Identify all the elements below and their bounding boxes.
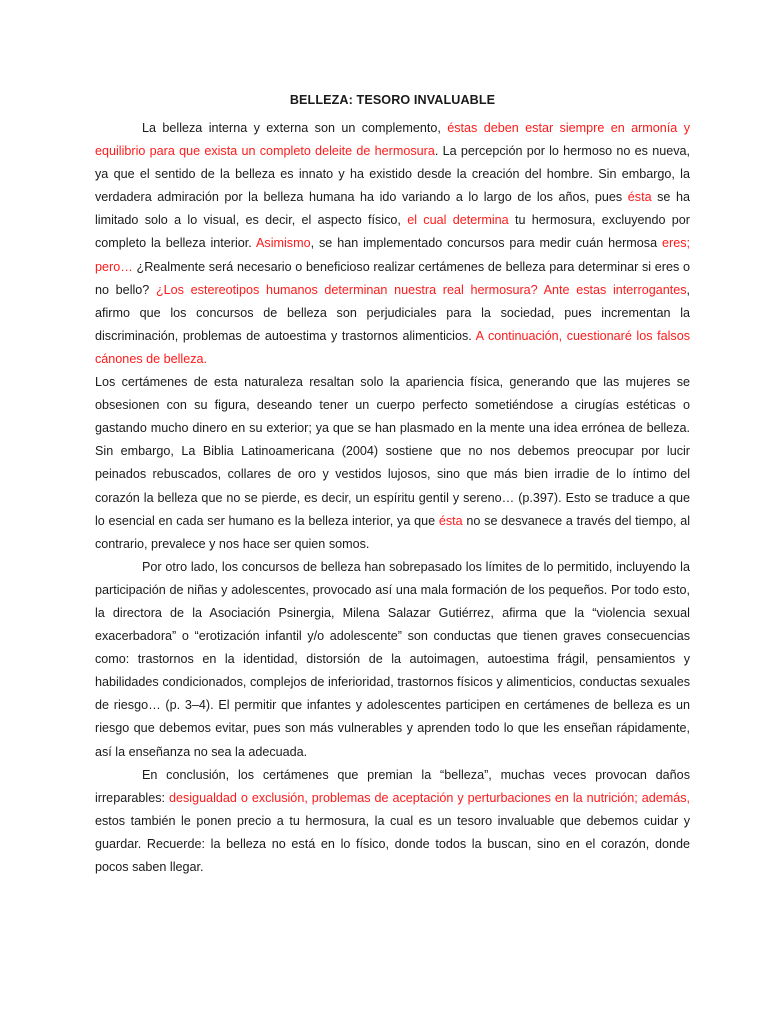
highlighted-text: ¿Los estereotipos humanos determinan nuestra real hermosura? Ante estas interrogantes bbox=[155, 282, 687, 297]
text-segment: , afirmo que los concursos de belleza son perjudiciales para la sociedad, pues incrementan la discriminación, problemas de autoestima y trastornos alimenticios. bbox=[95, 282, 691, 343]
text-segment: se ha limitado solo a lo visual, es decir, el aspecto físico, bbox=[95, 190, 690, 228]
paragraph-conclusion bbox=[95, 764, 690, 879]
text-segment: Por otro lado, los concursos de belleza han sobrepasado los límites de lo permitido, incluyendo la participación de niñas y adolescentes, provocado así una mala formación de los pequeños. Por todo esto, la directora de la Asociación Psinergia, Milena Salazar Gutiérrez, afirma que la “violencia sexual exacerbadora” o “erotización infantil y/o adolescente” son conductas que tienen graves consecuencias como: trastornos en la identidad, distorsión de la autoimagen, autoestima frágil, pensamientos y habilidades condicionados, complejos de inferioridad, trastornos físicos y alimenticios, conductas sexuales de riesgo… (p. 3–4). El permitir que infantes y adolescentes participen en certámenes de belleza es un riesgo que debemos evitar, pues son más vulnerables y aprenden todo lo que les enseñan rápidamente, así la enseñanza no sea la adecuada. bbox=[95, 559, 690, 759]
highlighted-text: A continuación, cuestionaré los falsos cánones de belleza. bbox=[95, 328, 691, 366]
text-segment: no se desvanece a través del tiempo, al contrario, prevalece y nos hace ser quien somos. bbox=[95, 513, 691, 551]
paragraph-body-1 bbox=[95, 371, 690, 556]
text-segment: . La percepción por lo hermoso no es nueva, ya que el sentido de la belleza es innato y ha existido desde la creación del hombre. Sin embargo, la verdadera admiración por la belleza humana ha ido variando a lo largo de los años, pues bbox=[95, 144, 691, 205]
paragraph-body-2 bbox=[95, 556, 690, 764]
highlighted-text: ésta bbox=[438, 513, 463, 528]
highlighted-text: Asimismo bbox=[256, 236, 311, 251]
text-segment: ¿Realmente será necesario o beneficioso realizar certámenes de belleza para determinar si eres o no bello? bbox=[95, 259, 690, 297]
text-segment: En conclusión, los certámenes que premian la “belleza”, muchas veces provocan daños irreparables: bbox=[95, 767, 690, 805]
text-segment: Los certámenes de esta naturaleza resaltan solo la apariencia física, generando que las mujeres se obsesionen con su figura, deseando tener un cuerpo perfecto sometiéndose a cirugías estéticas o gastando mucho dinero en su exterior; ya que se han plasmado en la mente una idea errónea de belleza. Sin embargo, La Biblia Latinoamericana (2004) sostiene que no nos debemos preocupar por lucir peinados rebuscados, collares de oro y vestidos lujosos, sino que más bien irradie de lo íntimo del corazón la belleza que no se pierde, es decir, un espíritu gentil y sereno… (p.397). Esto se traduce a que lo esencial en cada ser humano es la belleza interior, ya que bbox=[95, 375, 690, 528]
text-segment: La belleza interna y externa son un complemento, bbox=[142, 121, 448, 135]
highlighted-text: el cual determina bbox=[407, 213, 509, 228]
text-segment: , se han implementado concursos para medir cuán hermosa bbox=[310, 236, 662, 251]
text-segment: estos también le ponen precio a tu hermosura, la cual es un tesoro invaluable que debemos cuidar y guardar. Recuerde: la belleza no está en lo físico, donde todos la buscan, sino en el corazón, donde pocos saben llegar. bbox=[95, 813, 690, 874]
document-body bbox=[95, 88, 690, 879]
highlighted-text: desigualdad o exclusión, problemas de aceptación y perturbaciones en la nutrición; además, bbox=[168, 790, 691, 805]
highlighted-text: éstas deben estar siempre en armonía y equilibrio para que exista un completo deleite de hermosura bbox=[95, 121, 690, 159]
paragraph-intro bbox=[95, 117, 690, 371]
highlighted-text: ésta bbox=[627, 190, 652, 205]
highlighted-text: eres; pero… bbox=[95, 236, 690, 274]
document-title: BELLEZA: TESORO INVALUABLE bbox=[289, 93, 496, 107]
text-segment: tu hermosura, excluyendo por completo la belleza interior. bbox=[95, 213, 691, 251]
